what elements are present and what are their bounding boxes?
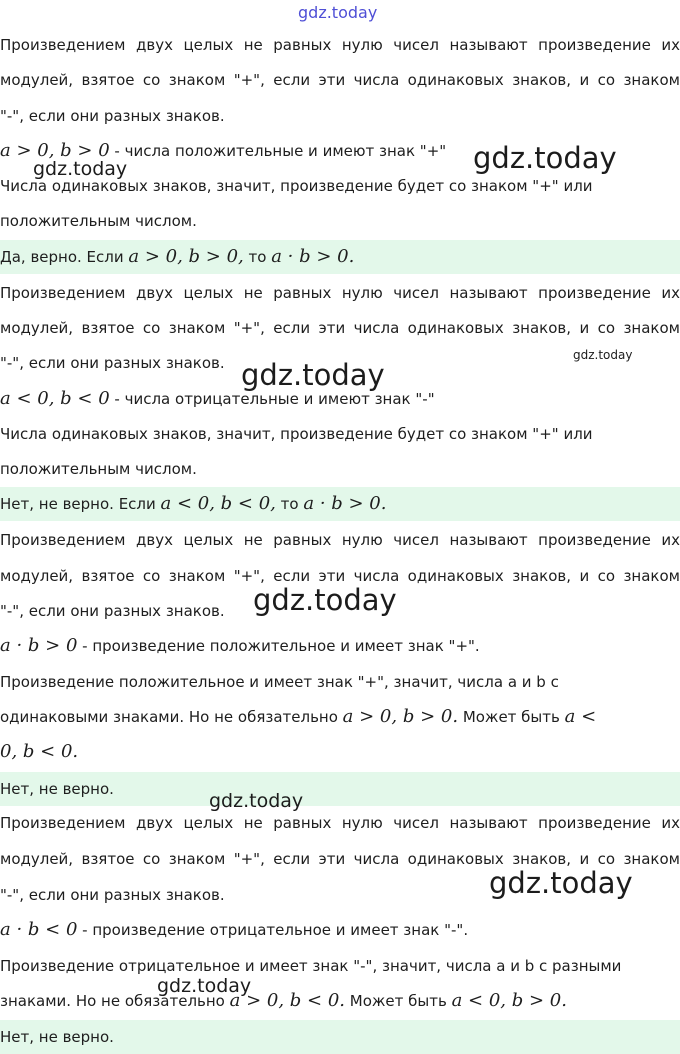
watermark: gdz.today bbox=[489, 866, 633, 900]
rule-line-2: модулей, взятое со знаком "+", если эти числа одинаковых знаков, и со знаком bbox=[0, 319, 680, 337]
condition-line bbox=[0, 636, 480, 656]
answer-text-mid: то bbox=[243, 248, 272, 266]
rule-line-2: модулей, взятое со знаком "+", если эти числа одинаковых знаков, и со знаком bbox=[0, 850, 680, 868]
condition-math: a < 0, b < 0 bbox=[0, 388, 110, 409]
explanation-text-2: Может быть bbox=[345, 992, 452, 1010]
answer-text: Нет, не верно. bbox=[0, 1028, 114, 1046]
rule-line-3: "-", если они разных знаков. bbox=[0, 886, 225, 904]
answer-text: Нет, не верно. Если bbox=[0, 495, 161, 513]
condition-text: - произведение положительное и имеет знак "+". bbox=[77, 637, 480, 655]
answer-math-result: a · b > 0. bbox=[303, 493, 387, 514]
answer-text-mid: то bbox=[275, 495, 304, 513]
explanation-line-1: Произведение отрицательное и имеет знак "-", значит, числа а и b с разными bbox=[0, 957, 622, 975]
watermark: gdz.today bbox=[573, 348, 633, 362]
watermark-top: gdz.today bbox=[298, 3, 378, 22]
rule-line-1: Произведением двух целых не равных нулю чисел называют произведение их bbox=[0, 531, 680, 549]
condition-line bbox=[0, 920, 468, 940]
explanation-math-2: a < 0, b > 0. bbox=[451, 990, 567, 1011]
condition-text: - произведение отрицательное и имеет знак "-". bbox=[77, 921, 469, 939]
rule-line-1: Произведением двух целых не равных нулю чисел называют произведение их bbox=[0, 284, 680, 302]
explanation-line-2: положительным числом. bbox=[0, 212, 197, 230]
rule-line-2: модулей, взятое со знаком "+", если эти числа одинаковых знаков, и со знаком bbox=[0, 567, 680, 585]
watermark: gdz.today bbox=[209, 790, 304, 812]
explanation-math-3: 0, b < 0. bbox=[0, 741, 79, 762]
explanation-text: одинаковыми знаками. Но не обязательно bbox=[0, 708, 343, 726]
condition-math: a > 0, b > 0 bbox=[0, 140, 110, 161]
answer-math-result: a · b > 0. bbox=[271, 246, 355, 267]
condition-math: a · b > 0 bbox=[0, 635, 78, 656]
explanation-math: a > 0, b < 0. bbox=[229, 990, 345, 1011]
condition-math: a · b < 0 bbox=[0, 919, 78, 940]
explanation-math: a > 0, b > 0. bbox=[342, 706, 459, 727]
explanation-line-3 bbox=[0, 742, 78, 762]
answer-math: a > 0, b > 0, bbox=[128, 246, 244, 267]
explanation-line-2: положительным числом. bbox=[0, 460, 197, 478]
condition-text: - числа положительные и имеют знак "+" bbox=[109, 142, 447, 160]
watermark: gdz.today bbox=[157, 975, 252, 997]
explanation-line-1: Числа одинаковых знаков, значит, произведение будет со знаком "+" или bbox=[0, 425, 593, 443]
explanation-line-2 bbox=[0, 707, 596, 727]
explanation-line-1: Произведение положительное и имеет знак "+", значит, числа а и b с bbox=[0, 673, 559, 691]
explanation-line-2 bbox=[0, 991, 567, 1011]
watermark: gdz.today bbox=[33, 158, 128, 180]
answer-text: Да, верно. Если bbox=[0, 248, 129, 266]
rule-line-3: "-", если они разных знаков. bbox=[0, 602, 225, 620]
explanation-line-1: Числа одинаковых знаков, значит, произведение будет со знаком "+" или bbox=[0, 177, 593, 195]
answer-text: Нет, не верно. bbox=[0, 780, 114, 798]
watermark: gdz.today bbox=[253, 583, 397, 617]
answer-box bbox=[0, 1020, 680, 1054]
answer-box bbox=[0, 487, 680, 521]
watermark: gdz.today bbox=[241, 358, 385, 392]
answer-box bbox=[0, 240, 680, 274]
rule-line-2: модулей, взятое со знаком "+", если эти числа одинаковых знаков, и со знаком bbox=[0, 71, 680, 89]
rule-line-3: "-", если они разных знаков. bbox=[0, 354, 225, 372]
explanation-text: знаками. Но не обязательно bbox=[0, 992, 230, 1010]
explanation-math-2: a < bbox=[564, 706, 597, 727]
answer-math: a < 0, b < 0, bbox=[160, 493, 276, 514]
watermark: gdz.today bbox=[473, 141, 617, 175]
rule-line-3: "-", если они разных знаков. bbox=[0, 107, 225, 125]
condition-line bbox=[0, 389, 435, 409]
condition-text: - числа отрицательные и имеют знак "-" bbox=[109, 390, 435, 408]
rule-line-1: Произведением двух целых не равных нулю чисел называют произведение их bbox=[0, 814, 680, 832]
explanation-text-2: Может быть bbox=[458, 708, 565, 726]
rule-line-1: Произведением двух целых не равных нулю чисел называют произведение их bbox=[0, 36, 680, 54]
answer-box bbox=[0, 772, 680, 806]
